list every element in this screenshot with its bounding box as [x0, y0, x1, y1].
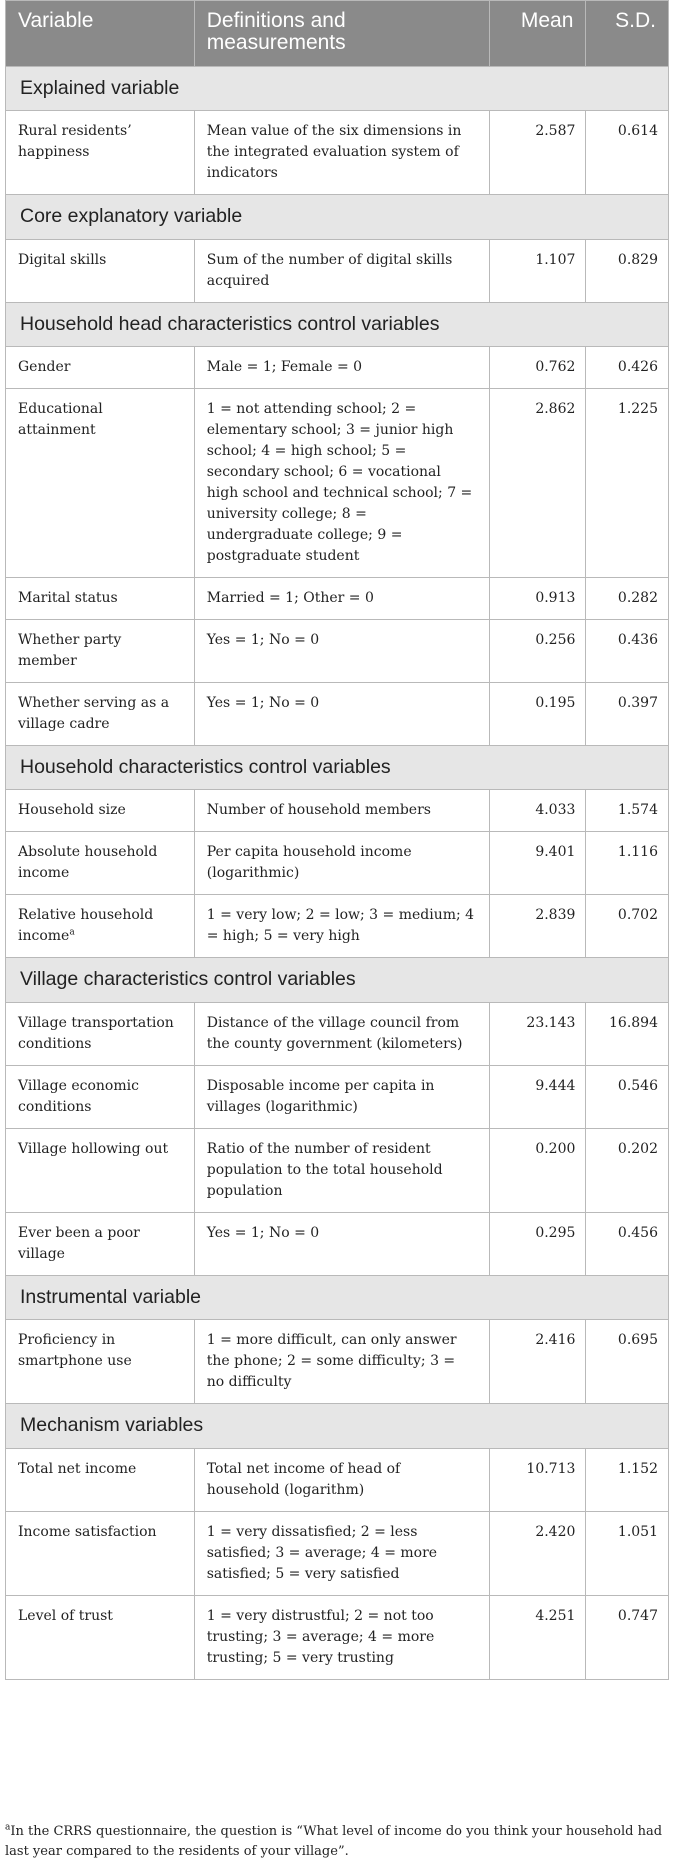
variable-cell	[6, 683, 195, 746]
table-row	[6, 683, 669, 746]
header-sd: S.D.	[586, 1, 669, 67]
table-header-row	[6, 1, 669, 67]
variable-name: Whether serving as a village cadre	[18, 695, 170, 733]
footnote	[5, 1822, 665, 1861]
variable-cell	[6, 578, 195, 620]
mean-cell: 0.295	[489, 1212, 586, 1275]
table-row	[6, 1212, 669, 1275]
variable-cell	[6, 1128, 195, 1212]
table-row	[6, 578, 669, 620]
mean-cell: 2.420	[489, 1511, 586, 1595]
variable-cell	[6, 111, 195, 195]
definition-cell: 1 = not attending school; 2 = elementary school; 3 = junior high school; 4 = high school; 5 = secondary school; 6 = vocational high school and technical school; 7 = university college; 8 = undergraduate college; 9 = postgraduate student	[194, 389, 489, 578]
table-row	[6, 239, 669, 302]
table-row	[6, 347, 669, 389]
definition-cell: Yes = 1; No = 0	[194, 1212, 489, 1275]
sd-cell: 1.574	[586, 790, 669, 832]
variable-name: Income satisfaction	[18, 1523, 157, 1540]
section-title: Household head characteristics control variables	[6, 302, 669, 346]
definition-cell: 1 = very dissatisfied; 2 = less satisfied; 3 = average; 4 = more satisfied; 5 = very satisfied	[194, 1511, 489, 1595]
footnote-marker: a	[5, 1822, 11, 1833]
table-row	[6, 1448, 669, 1511]
mean-cell: 9.401	[489, 832, 586, 895]
variable-cell	[6, 347, 195, 389]
table-row	[6, 832, 669, 895]
variable-cell	[6, 389, 195, 578]
variable-cell	[6, 895, 195, 958]
section-title: Explained variable	[6, 67, 669, 111]
variable-name: Digital skills	[18, 251, 107, 268]
sd-cell: 0.695	[586, 1320, 669, 1404]
variable-cell	[6, 790, 195, 832]
sd-cell: 0.829	[586, 239, 669, 302]
table-body	[6, 67, 669, 1679]
section-header-row	[6, 302, 669, 346]
table-row	[6, 1595, 669, 1679]
mean-cell: 23.143	[489, 1002, 586, 1065]
mean-cell: 0.762	[489, 347, 586, 389]
variable-name: Village hollowing out	[18, 1140, 169, 1157]
definition-cell: Sum of the number of digital skills acquired	[194, 239, 489, 302]
definition-cell: Male = 1; Female = 0	[194, 347, 489, 389]
header-definitions: Definitions and measurements	[194, 1, 489, 67]
variable-name: Marital status	[18, 590, 118, 607]
definition-cell: 1 = very distrustful; 2 = not too trusting; 3 = average; 4 = more trusting; 5 = very trusting	[194, 1595, 489, 1679]
sd-cell: 0.456	[586, 1212, 669, 1275]
mean-cell: 9.444	[489, 1065, 586, 1128]
sd-cell: 0.702	[586, 895, 669, 958]
section-header-row	[6, 1275, 669, 1319]
section-header-row	[6, 1404, 669, 1448]
definition-cell: Disposable income per capita in villages (logarithmic)	[194, 1065, 489, 1128]
section-title: Household characteristics control variables	[6, 746, 669, 790]
table-row	[6, 895, 669, 958]
variable-name: Absolute household income	[18, 844, 158, 882]
variable-name: Household size	[18, 802, 126, 819]
section-title: Mechanism variables	[6, 1404, 669, 1448]
variable-name: Relative household income	[18, 907, 154, 945]
section-header-row	[6, 958, 669, 1002]
variable-cell	[6, 1065, 195, 1128]
section-title: Village characteristics control variables	[6, 958, 669, 1002]
sd-cell: 0.436	[586, 620, 669, 683]
table-row	[6, 620, 669, 683]
variable-name: Proficiency in smartphone use	[18, 1332, 132, 1370]
section-title: Core explanatory variable	[6, 195, 669, 239]
sd-cell: 0.546	[586, 1065, 669, 1128]
table-row	[6, 389, 669, 578]
variable-cell	[6, 832, 195, 895]
mean-cell: 4.251	[489, 1595, 586, 1679]
mean-cell: 0.256	[489, 620, 586, 683]
variable-name: Total net income	[18, 1460, 137, 1477]
variable-name: Village economic conditions	[18, 1077, 139, 1115]
header-variable: Variable	[6, 1, 195, 67]
variable-cell	[6, 1320, 195, 1404]
table-row	[6, 1065, 669, 1128]
variable-name: Level of trust	[18, 1607, 113, 1624]
definition-cell: Mean value of the six dimensions in the integrated evaluation system of indicators	[194, 111, 489, 195]
section-title: Instrumental variable	[6, 1275, 669, 1319]
sd-cell: 0.747	[586, 1595, 669, 1679]
definition-cell: Total net income of head of household (logarithm)	[194, 1448, 489, 1511]
descriptive-statistics-table	[5, 0, 669, 1680]
definition-cell: Number of household members	[194, 790, 489, 832]
definition-cell: 1 = more difficult, can only answer the phone; 2 = some difficulty; 3 = no difficulty	[194, 1320, 489, 1404]
sd-cell: 16.894	[586, 1002, 669, 1065]
definition-cell: Married = 1; Other = 0	[194, 578, 489, 620]
table-row	[6, 1002, 669, 1065]
sd-cell: 0.397	[586, 683, 669, 746]
variable-name: Village transportation conditions	[18, 1014, 174, 1052]
sd-cell: 0.614	[586, 111, 669, 195]
variable-cell	[6, 1511, 195, 1595]
sd-cell: 1.116	[586, 832, 669, 895]
table-row	[6, 1128, 669, 1212]
variable-name: Gender	[18, 359, 71, 376]
table-row	[6, 1320, 669, 1404]
mean-cell: 4.033	[489, 790, 586, 832]
footnote-text: In the CRRS questionnaire, the question is “What level of income do you think your household had last year compared to the residents of your village”.	[5, 1824, 663, 1859]
variable-name: Ever been a poor village	[18, 1224, 140, 1262]
table-row	[6, 1511, 669, 1595]
section-header-row	[6, 67, 669, 111]
sd-cell: 0.282	[586, 578, 669, 620]
variable-cell	[6, 620, 195, 683]
mean-cell: 2.587	[489, 111, 586, 195]
table-row	[6, 790, 669, 832]
section-header-row	[6, 195, 669, 239]
definition-cell: 1 = very low; 2 = low; 3 = medium; 4 = high; 5 = very high	[194, 895, 489, 958]
variable-cell	[6, 1595, 195, 1679]
table-row	[6, 111, 669, 195]
variable-name: Rural residents’ happiness	[18, 123, 132, 161]
mean-cell: 0.200	[489, 1128, 586, 1212]
footnote-marker: a	[69, 927, 75, 938]
definition-cell: Per capita household income (logarithmic)	[194, 832, 489, 895]
variable-name: Whether party member	[18, 632, 122, 670]
sd-cell: 0.426	[586, 347, 669, 389]
variable-name: Educational attainment	[18, 401, 103, 439]
definition-cell: Yes = 1; No = 0	[194, 683, 489, 746]
sd-cell: 1.152	[586, 1448, 669, 1511]
sd-cell: 0.202	[586, 1128, 669, 1212]
variable-cell	[6, 1002, 195, 1065]
definition-cell: Ratio of the number of resident population to the total household population	[194, 1128, 489, 1212]
mean-cell: 2.416	[489, 1320, 586, 1404]
section-header-row	[6, 746, 669, 790]
variable-cell	[6, 1212, 195, 1275]
mean-cell: 10.713	[489, 1448, 586, 1511]
variable-cell	[6, 239, 195, 302]
variable-cell	[6, 1448, 195, 1511]
definition-cell: Yes = 1; No = 0	[194, 620, 489, 683]
mean-cell: 0.913	[489, 578, 586, 620]
sd-cell: 1.051	[586, 1511, 669, 1595]
mean-cell: 2.839	[489, 895, 586, 958]
mean-cell: 2.862	[489, 389, 586, 578]
mean-cell: 0.195	[489, 683, 586, 746]
definition-cell: Distance of the village council from the county government (kilometers)	[194, 1002, 489, 1065]
sd-cell: 1.225	[586, 389, 669, 578]
header-mean: Mean	[489, 1, 586, 67]
mean-cell: 1.107	[489, 239, 586, 302]
